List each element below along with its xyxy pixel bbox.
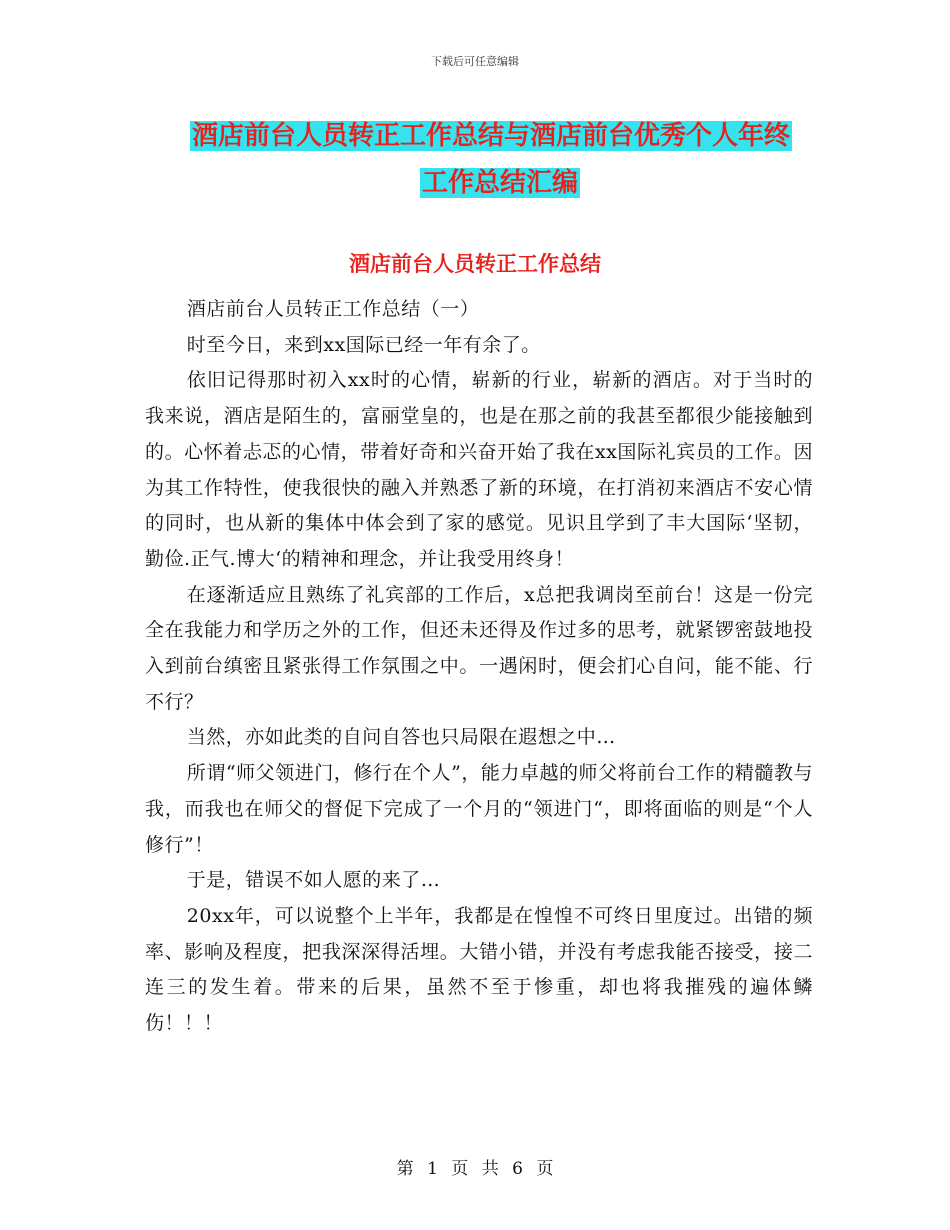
footer-mid-2: 共: [481, 1159, 499, 1179]
paragraph: 酒店前台人员转正工作总结（一）: [186, 298, 480, 320]
title-line-2: 工作总结汇编: [421, 168, 578, 198]
paragraph: 所谓“师父领进门，修行在个人”，能力卓越的师父将前台工作的精髓教与我，而我也在师父的督促下完成了一个月的“领进门“，即将面临的则是“个人修行”！: [145, 762, 813, 856]
paragraph: 时至今日，来到xx国际已经一年有余了。: [186, 333, 541, 356]
page-footer: [0, 1154, 950, 1179]
section-heading: 酒店前台人员转正工作总结: [349, 252, 601, 276]
paragraph: 于是，错误不如人愿的来了…: [186, 869, 441, 892]
body-text: [145, 292, 813, 1042]
page-number: 1: [427, 1159, 438, 1179]
document-title: [190, 113, 810, 207]
paragraph: 当然，亦如此类的自问自答也只局限在遐想之中…: [186, 726, 616, 749]
paragraph: 依旧记得那时初入xx时的心情，崭新的行业，崭新的酒店。对于当时的我来说，酒店是陌生的，富丽堂皇的，也是在那之前的我甚至都很少能接触到的。心怀着忐忑的心情，带着好奇和兴奋开始了我在xx国际礼宾员的工作。因为其工作特性，使我很快的融入并熟悉了新的环境，在打消初来酒店不安心情的同时，也从新的集体中体会到了家的感觉。见识且学到了丰大国际‘坚韧，勤俭.正气.博大‘的精神和理念，并让我受用终身！: [145, 369, 813, 570]
footer-mid-1: 页: [451, 1159, 469, 1179]
paragraph: 20xx年，可以说整个上半年，我都是在惶惶不可终日里度过。出错的频率、影响及程度，把我深深得活埋。大错小错，并没有考虑我能否接受，接二连三的发生着。带来的后果，虽然不至于惨重，却也将我摧残的遍体鳞伤！！！: [145, 904, 813, 1035]
page-header-note: 下载后可任意编辑: [431, 55, 519, 68]
total-pages: 6: [512, 1159, 523, 1179]
paragraph: 在逐渐适应且熟练了礼宾部的工作后，x总把我调岗至前台！这是一份完全在我能力和学历之外的工作，但还未还得及作过多的思考，就紧锣密鼓地投入到前台缜密且紧张得工作氛围之中。一遇闲时，便会扪心自问，能不能、行不行？: [145, 583, 813, 713]
title-line-1: 酒店前台人员转正工作总结与酒店前台优秀个人年终: [192, 121, 791, 151]
footer-prefix: 第: [396, 1159, 414, 1179]
footer-suffix: 页: [536, 1159, 554, 1179]
